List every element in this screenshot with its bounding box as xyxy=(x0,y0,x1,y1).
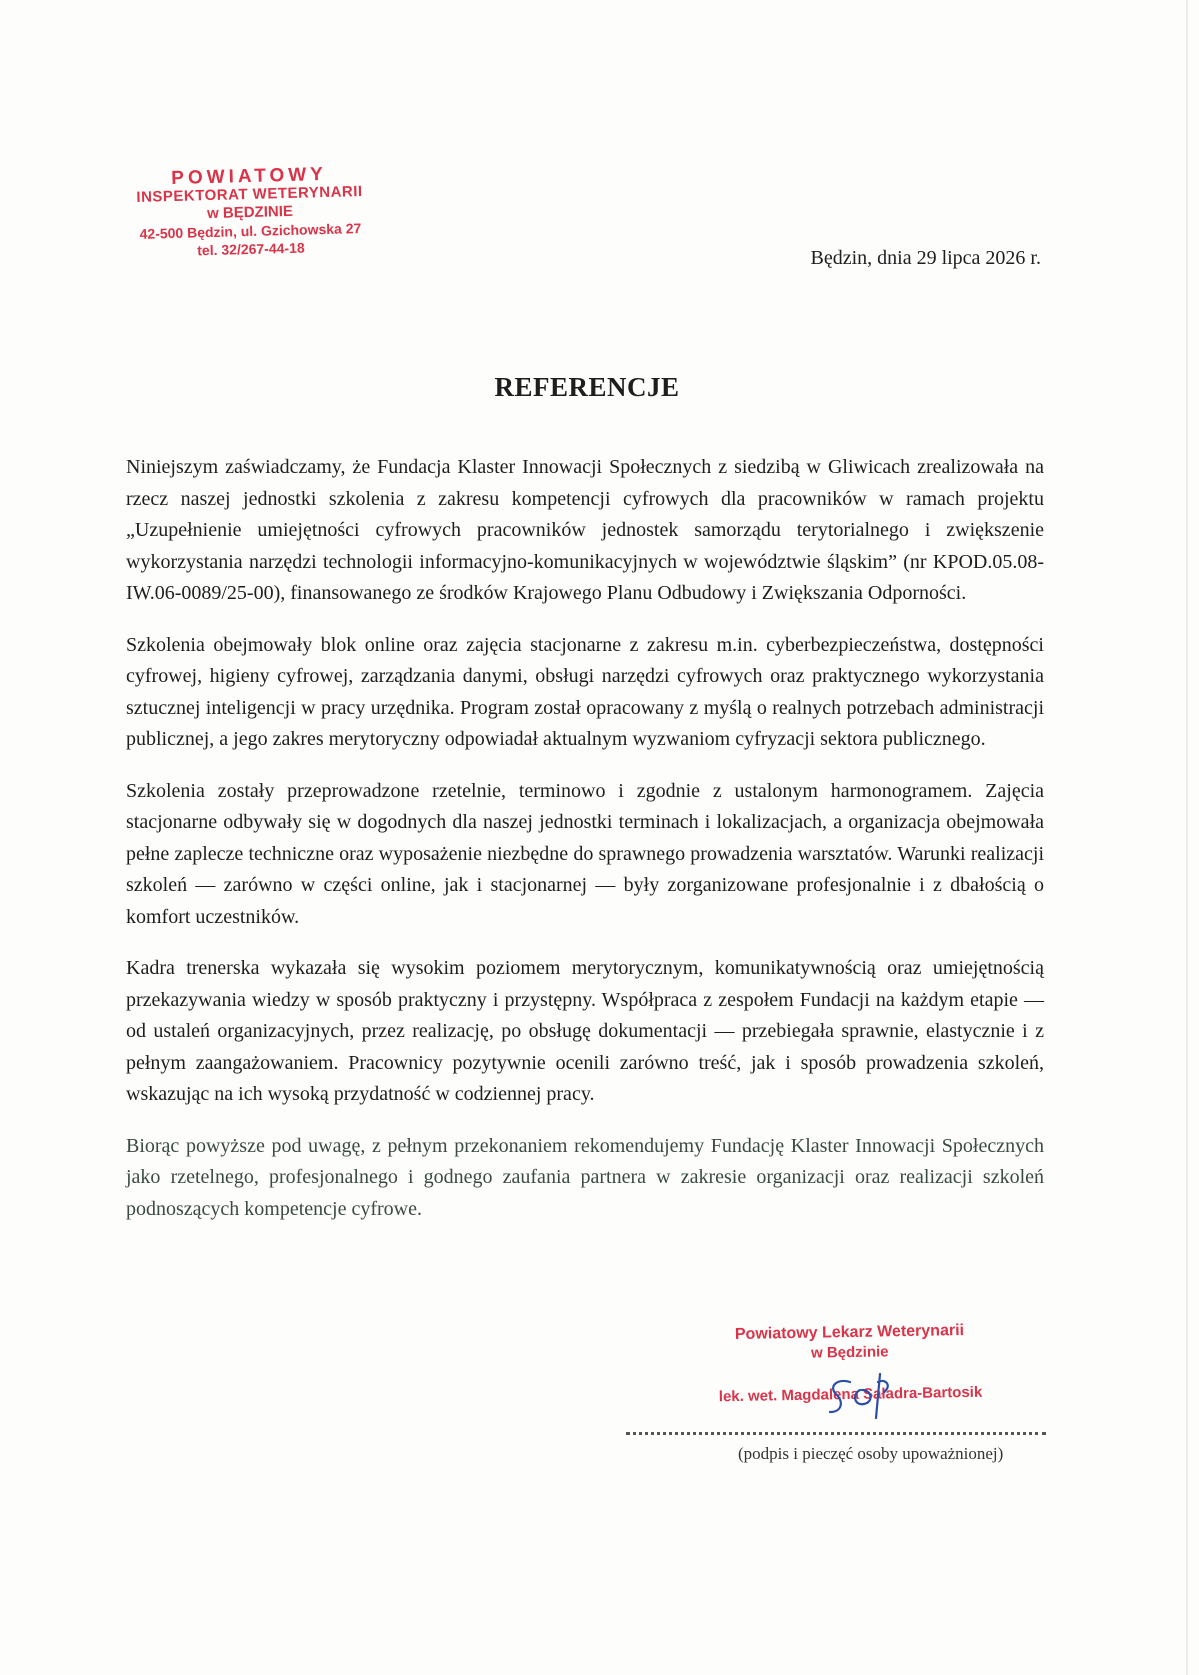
document-title: REFERENCJE xyxy=(494,372,680,402)
stamp-line-5: tel. 32/267-44-18 xyxy=(197,239,305,259)
paragraph-1: Niniejszym zaświadczamy, że Fundacja Klaster Innowacji Społecznych z siedzibą w Gliwicach zrealizowała na rzecz naszej jednostki szkolenia z zakresu kompetencji cyfrowych dla pracowników w ramach projektu „Uzupełnienie umiejętności cyfrowych pracowników jednostek samorządu terytorialnego i zwiększenie wykorzystania narzędzi technologii informacyjno-komunikacyjnych w województwie śląskim” (nr KPOD.05.08-IW.06-0089/25-00), finansowanego ze środków Krajowego Planu Odbudowy i Zwiększania Odporności. xyxy=(126,456,1044,604)
paragraph-2: Szkolenia obejmowały blok online oraz zajęcia stacjonarne z zakresu m.in. cyberbezpieczeństwa, dostępności cyfrowej, higieny cyfrowej, zarządzania danymi, obsługi narzędzi cyfrowych oraz praktycznego wykorzystania sztucznej inteligencji w pracy urzędnika. Program został opracowany z myślą o realnych potrzebach administracji publicznej, a jego zakres merytoryczny odpowiadał aktualnym wyzwaniom cyfryzacji sektora publicznego. xyxy=(126,633,1044,750)
signature-line xyxy=(626,1432,1046,1435)
stamp-line-2: INSPEKTORAT WETERYNARII xyxy=(136,183,363,206)
signature-caption: (podpis i pieczęć osoby upoważnionej) xyxy=(738,1444,1004,1463)
paragraph-3: Szkolenia zostały przeprowadzone rzetelnie, terminowo i zgodnie z ustalonym harmonogramem. Zajęcia stacjonarne odbywały się w dogodnych dla naszej jednostki terminach i lokalizacjach, a organizacja obejmowała pełne zaplecze techniczne oraz wyposażenie niezbędne do sprawnego prowadzenia warsztatów. Warunki realizacji szkoleń — zarówno w części online, jak i stacjonarnej — były zorganizowane profesjonalnie i z dbałością o komfort uczestników. xyxy=(126,779,1044,928)
handwritten-signature xyxy=(820,1360,910,1430)
paragraph-5: Biorąc powyższe pod uwagę, z pełnym przekonaniem rekomendujemy Fundację Klaster Innowacji Społecznych jako rzetelnego, profesjonalnego i godnego zaufania partnera w zakresie organizacji oraz realizacji szkoleń podnoszących kompetencje cyfrowe. xyxy=(126,1134,1044,1220)
signature-stamp-line-1: Powiatowy Lekarz Weterynarii xyxy=(734,1322,965,1344)
date-line: Będzin, dnia 29 lipca 2026 r. xyxy=(810,247,1041,269)
stamp-line-4: 42-500 Będzin, ul. Gzichowska 27 xyxy=(139,220,362,242)
office-stamp xyxy=(109,164,391,261)
stamp-line-3: w BĘDZINIE xyxy=(206,202,294,223)
signature-stamp-line-3: lek. wet. Magdalena Saładra-Bartosik xyxy=(718,1383,983,1406)
paragraph-4: Kadra trenerska wykazała się wysokim poziomem merytorycznym, komunikatywnością oraz umiejętnością przekazywania wiedzy w sposób praktyczny i przystępny. Współpraca z zespołem Fundacji na każdym etapie — od ustaleń organizacyjnych, przez realizację, po obsługę dokumentacji — przebiegała sprawnie, elastycznie i z pełnym zaangażowaniem. Pracownicy pozytywnie ocenili zarówno treść, jak i sposób prowadzenia szkoleń, wskazując na ich wysoką przydatność w codziennej pracy. xyxy=(126,957,1044,1105)
signature-stamp-line-2: w Będzinie xyxy=(810,1343,889,1362)
stamp-line-1: POWIATOWY xyxy=(170,163,328,190)
letter-body xyxy=(126,452,1044,1245)
